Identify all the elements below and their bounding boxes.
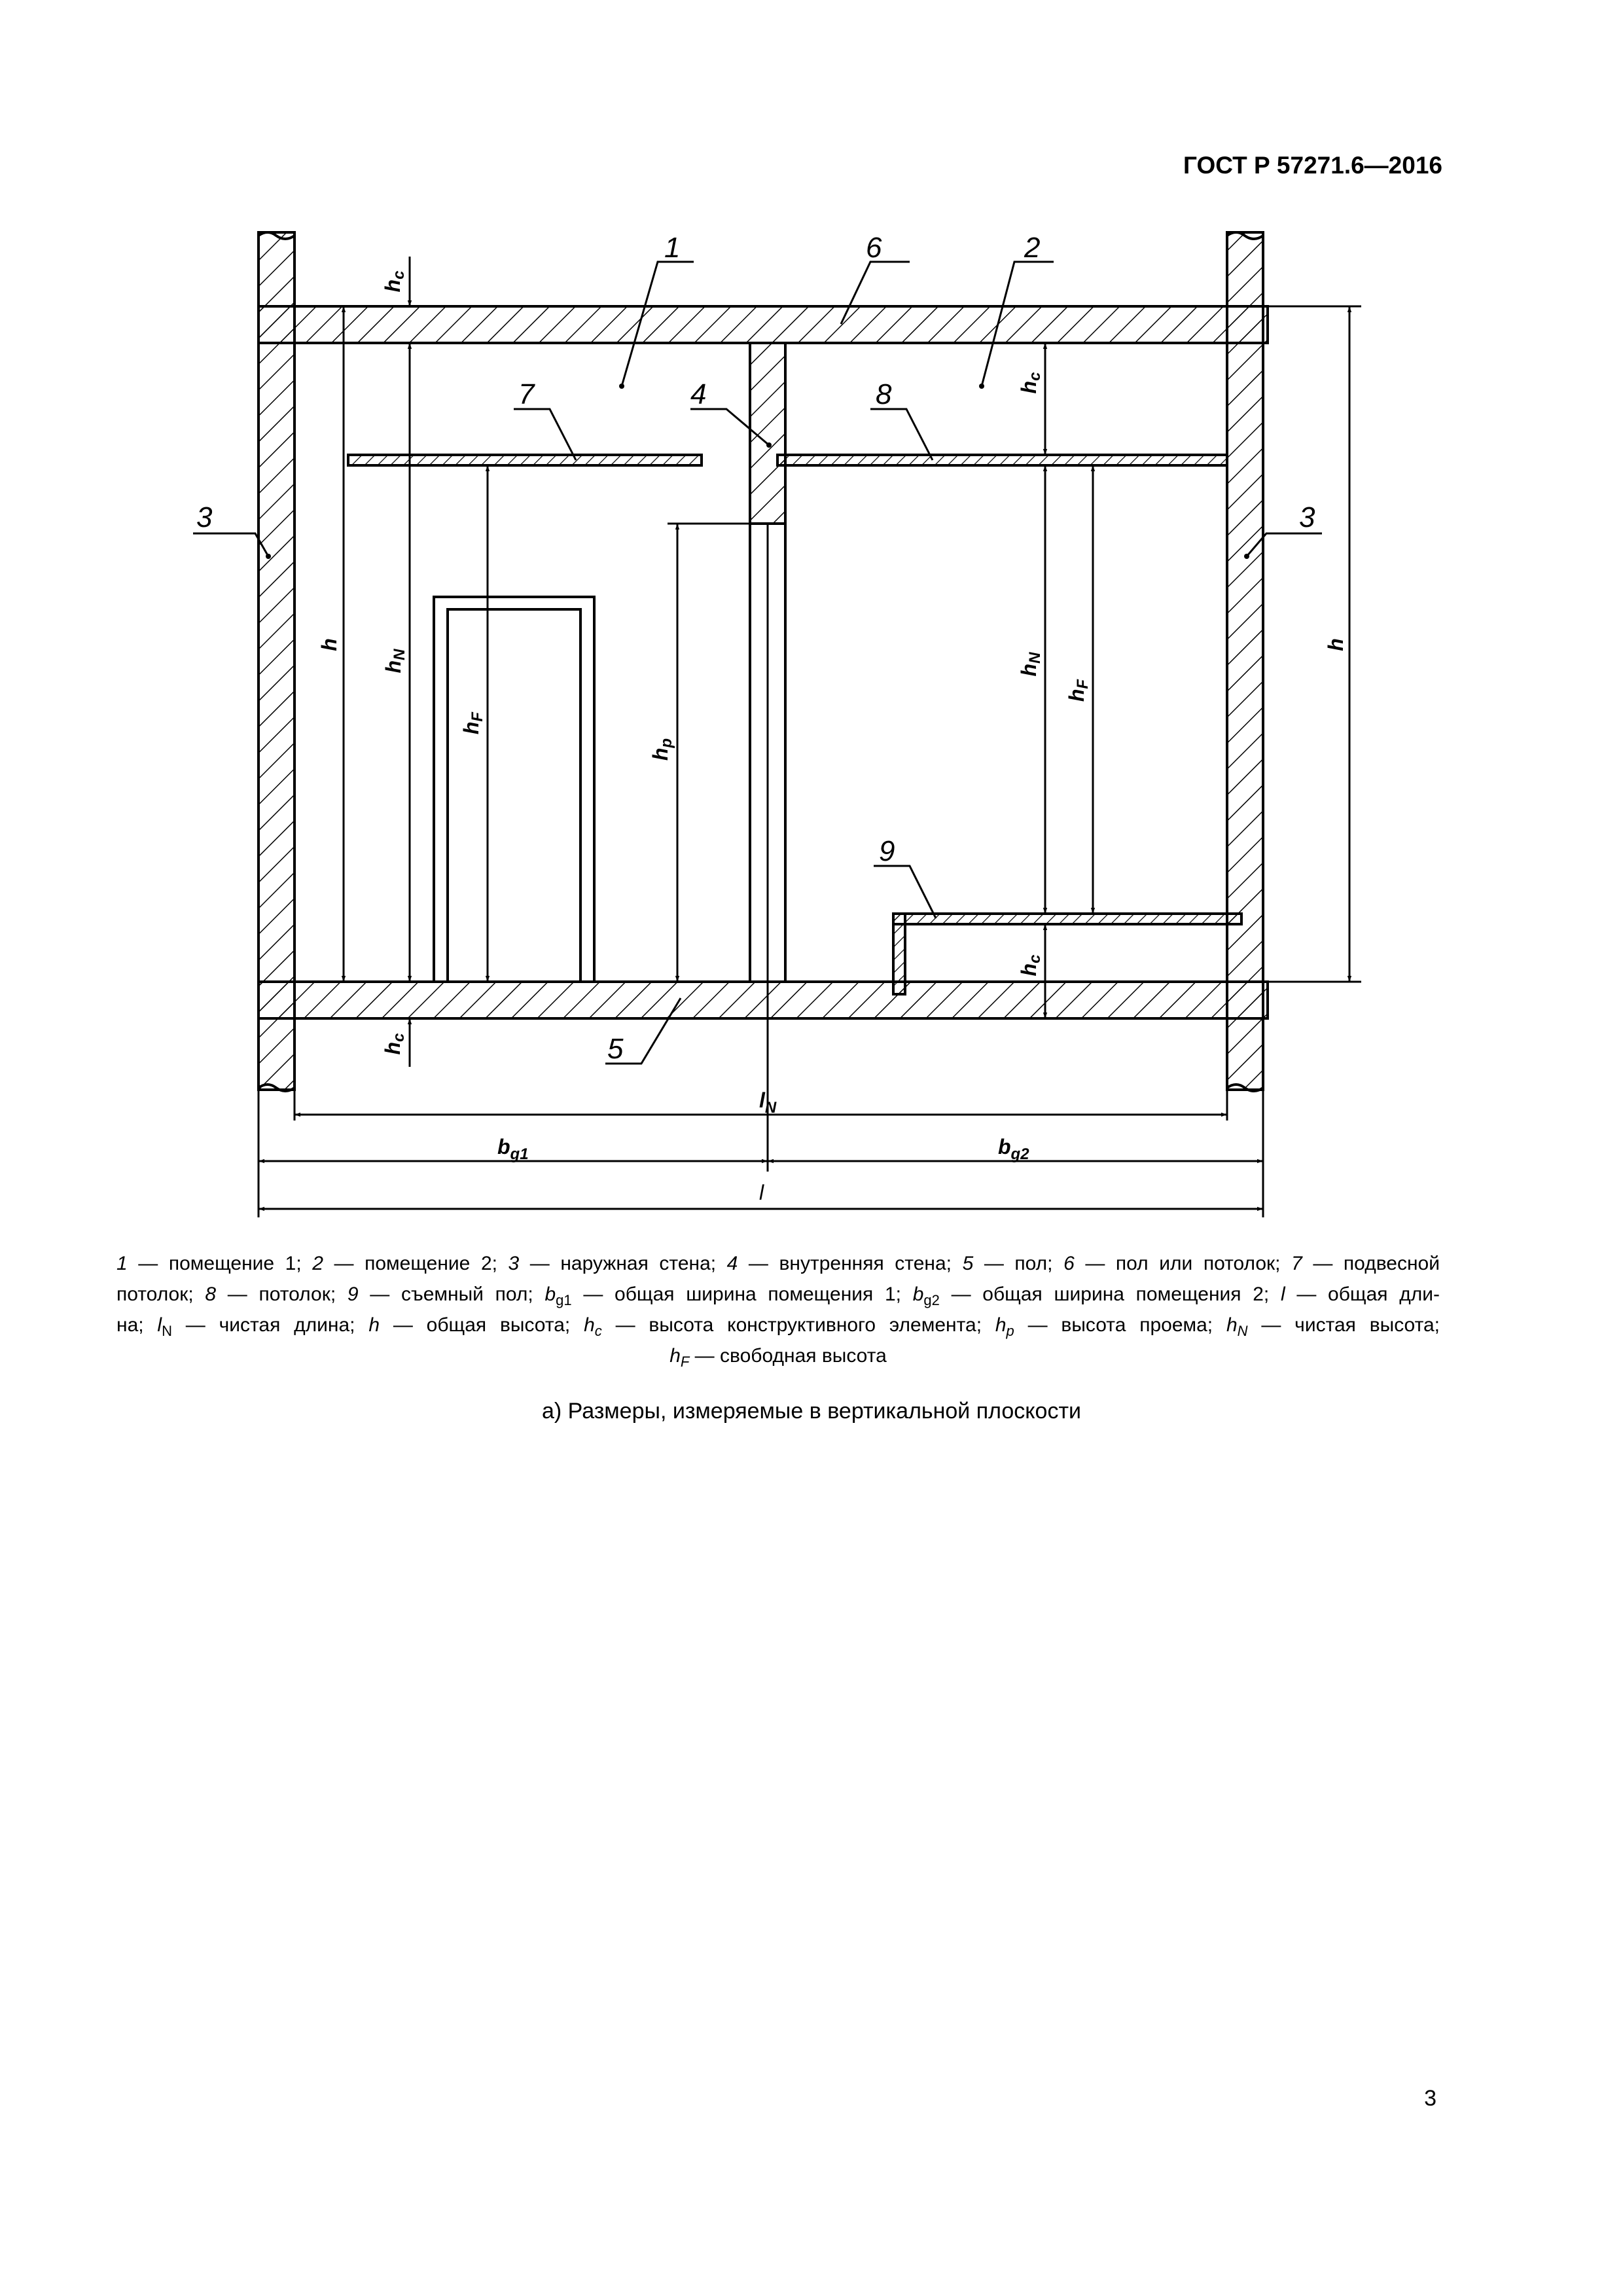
callout-5: 5 — [607, 1033, 624, 1065]
dim-label-h-left: h — [317, 638, 341, 651]
removable-floor — [893, 914, 1241, 924]
ceiling — [777, 455, 1227, 465]
callout-1: 1 — [664, 232, 681, 264]
legend-line-1: 1 — помещение 1; 2 — помещение 2; 3 — наружная стена; 4 — внутренняя стена; 5 — пол; 6 — пол или потолок; 7 — подвесной — [116, 1253, 1440, 1274]
door-frame-outer — [434, 597, 594, 982]
dim-label-l: l — [759, 1181, 764, 1204]
dim-label-hc-top-left: hc — [381, 270, 408, 293]
door-frame-inner — [448, 609, 580, 982]
callout-7: 7 — [518, 378, 535, 410]
dim-label-hp: hp — [649, 738, 675, 761]
dim-label-hF-right: hF — [1065, 679, 1092, 702]
dim-label-hc-bottom-left: hc — [381, 1033, 408, 1055]
callout-3-right: 3 — [1299, 501, 1315, 533]
callout-8: 8 — [876, 378, 892, 410]
dim-label-lN: $l_N$ — [759, 1088, 777, 1117]
callout-2: 2 — [1024, 232, 1041, 264]
document-number: ГОСТ Р 57271.6—2016 — [1183, 152, 1442, 179]
bottom-slab — [259, 982, 1268, 1018]
removable-floor-riser — [893, 914, 905, 994]
dim-label-hF-left: hF — [459, 711, 486, 735]
legend-line-4: $h_F$ — свободная высота — [669, 1345, 887, 1370]
callout-4: 4 — [690, 378, 707, 410]
dim-label-h-right: h — [1324, 638, 1347, 651]
dimension-lines — [259, 257, 1361, 1217]
dim-label-hc-top-right: hc — [1017, 372, 1044, 394]
legend-line-2: потолок; 8 — потолок; 9 — съемный пол; $b_{g1}$ — общая ширина помещения 1; $b_{g2}$ — общая ширина помещения 2; l — общая дли- — [116, 1283, 1440, 1308]
dim-label-hN-right: hN — [1017, 652, 1044, 677]
callout-3-left: 3 — [196, 501, 213, 533]
dim-label-hN-left: hN — [382, 649, 408, 673]
outer-wall-right — [1227, 232, 1263, 1090]
page-number: 3 — [1424, 2086, 1436, 2111]
figure-legend — [116, 1248, 1440, 1371]
figure-caption: а) Размеры, измеряемые в вертикальной плоскости — [541, 1399, 1082, 1424]
suspended-ceiling — [348, 455, 702, 465]
callout-9: 9 — [879, 835, 895, 867]
dim-label-bg1: $b_{g1}$ — [497, 1135, 529, 1163]
outer-wall-left — [259, 232, 294, 1090]
dimension-labels — [317, 271, 1347, 1204]
legend-line-3: на; $l_N$ — чистая длина; h — общая высота; $h_c$ — высота конструктивного элемента; $h_p$ — высота проема; $h_N$ — чистая высота; — [116, 1314, 1440, 1339]
dim-label-bg2: $b_{g2}$ — [998, 1135, 1029, 1163]
callout-6: 6 — [866, 232, 882, 264]
dim-label-hc-bottom-right: hc — [1017, 954, 1044, 977]
top-slab — [259, 306, 1268, 343]
